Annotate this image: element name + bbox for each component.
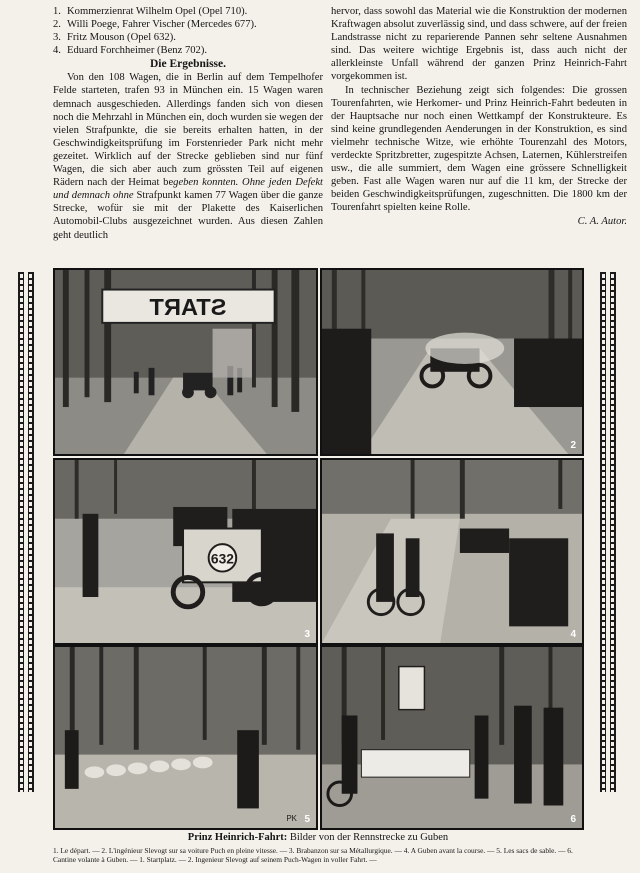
photo-guben-before-race bbox=[320, 458, 584, 645]
photo-number: 4 bbox=[570, 629, 576, 640]
photo-brabanzon-image bbox=[55, 460, 316, 643]
photo-guben-image bbox=[322, 460, 582, 643]
section-heading: Die Ergebnisse. bbox=[149, 58, 227, 71]
result-item: 3. Fritz Mouson (Opel 632). bbox=[53, 32, 176, 44]
right-ornament-border bbox=[600, 272, 616, 792]
photo-brabanzon bbox=[53, 458, 318, 645]
result-item: 1. Kommerzienrat Wilhelm Opel (Opel 710). bbox=[53, 6, 248, 17]
article-paragraph: Von den 108 Wagen, die in Berlin auf dem Tempelhofer Felde starteten, trafen 93 in München ein. 15 Wagen waren demnach ausgeschieden. Allerdings fanden sich von diesen noch die Mehrzahl in München ein, doch wurden sie wegen der vielen Strafpunkte, die sie bereits erhalten hatten, in der Geschwindigkeitsprüfung im Forstenrieder Park nicht mehr gezeitet. Wirklich auf der Strecke geblieben sind nur fünf Wagen, die sich aber auch zum grössten Teil auf eigenen Rädern nach der Heimat begeben konnten. Ohne jeden Defekt und demnach ohne Strafpunkt kamen 77 Wagen über die ganze Strecke, wofür sie mit der Plakette des Kaiserlichen Automobil-Clubs ausgezeichnet wurden. Aus diesen Zahlen geht deutlich bbox=[53, 72, 323, 241]
start-sign: START bbox=[149, 294, 227, 321]
left-text-column bbox=[53, 5, 323, 242]
photo-number: 2 bbox=[570, 440, 576, 451]
article-paragraph: In technischer Beziehung zeigt sich folgendes: Die grossen Tourenfahrten, wie Herkomer- und Prinz Heinrich-Fahrt bedeuten in der Hauptsache nur noch einen Wettkampf der Konstrukteure. Es sind keine grundlegenden Aenderungen in der Konstruktion, es sind vielmehr technische Witze, wie erhöhte Tourenzahl des Motors, verdeckte Spritzbretter, zugespitzte Achsen, Laternen, Kühlerstreifen usw., die alle summiert, dem Wagen eine grössere Schnelligkeit geben. Fast alle Wagen waren nur auf die 11 km, der Strecke der beiden Geschwindigkeitsprüfungen, zugeschnitten. Die 1800 km der Tourenfahrt spielten keine Rolle. bbox=[331, 84, 627, 214]
right-text-column bbox=[331, 5, 627, 228]
photo-caption-title: Prinz Heinrich-Fahrt: Bilder von der Rennstrecke zu Guben bbox=[187, 832, 449, 843]
result-item: 2. Willi Poege, Fahrer Vischer (Mercedes 677). bbox=[53, 19, 257, 31]
author-signature: C. A. Autor. bbox=[577, 215, 627, 227]
photo-caption-text: 1. Le départ. — 2. L'ingénieur Slevogt sur sa voiture Puch en pleine vitesse. — 3. Brabanzon sur sa Métallurgique. — 4. A Guben avant la course. — 5. Les sacs de sable. — 6. Cantine volante à Guben. — 1. Startplatz. — 2. Ingenieur Slevogt auf seinem Puch-Wagen in voller Fahrt. — bbox=[53, 846, 573, 864]
photo-canteen-image bbox=[322, 647, 582, 828]
results-list bbox=[53, 5, 323, 57]
photo-start bbox=[53, 268, 318, 456]
photo-slevogt-image bbox=[322, 270, 582, 454]
photo-start-image bbox=[55, 270, 316, 454]
photo-sandbags-image bbox=[55, 647, 316, 828]
car-number: 632 bbox=[210, 551, 234, 567]
photo-number: 3 bbox=[304, 629, 310, 640]
photo-sandbags bbox=[53, 645, 318, 830]
result-item: 4. Eduard Forchheimer (Benz 702). bbox=[53, 45, 208, 57]
photo-number: 5 bbox=[304, 814, 310, 825]
photo-slevogt-puch bbox=[320, 268, 584, 456]
left-ornament-border bbox=[18, 272, 34, 792]
photo-number: 6 bbox=[570, 814, 576, 825]
photo-field-canteen bbox=[320, 645, 584, 830]
article-paragraph: hervor, dass sowohl das Material wie die Konstruktion der modernen Kraftwagen absolut zuverlässig sind, und dass schwere, auf der freien Landstrasse nicht zu reparierende Pannen sehr seltene Ausnahmen sind. Das weitere wichtige Ergebnis ist, dass auch nicht der allerkleinste Unfall während der ganzen Prinz Heinrich-Fahrt vorgekommen ist. bbox=[331, 6, 627, 83]
photographer-mark: PK bbox=[286, 814, 297, 824]
